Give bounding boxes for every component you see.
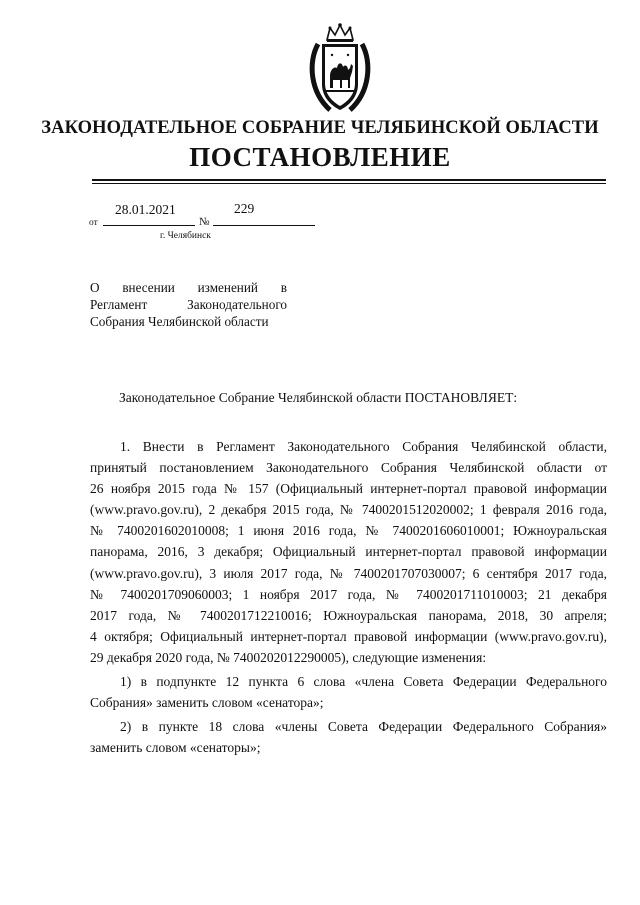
text-line: № 7400201709060003; 1 ноября 2017 года, № 7400201711010003; 21 декабря	[90, 586, 607, 602]
date-prefix-label: от	[89, 218, 98, 228]
number-prefix-label: №	[199, 216, 210, 228]
document-number: 229	[234, 201, 255, 216]
date-underline	[103, 225, 195, 226]
text-line: 1. Внести в Регламент Законодательного Собрания Челябинской области,	[120, 439, 607, 454]
text-line: Собрания» заменить словом «сенатора»;	[90, 695, 324, 711]
text-line: заменить словом «сенаторы»;	[90, 740, 261, 756]
text-line: 2) в пункте 18 слова «члены Совета Федерации Федерального Собрания»	[120, 719, 607, 735]
header-divider-thin	[92, 183, 606, 184]
subitem-1	[90, 671, 607, 713]
text-line: (www.pravo.gov.ru), 2 декабря 2015 года, № 7400201512020002; 1 февраля 2016 года,	[90, 502, 607, 518]
text-line: 2017 года, № 7400201712210016; Южноуральская панорама, 2018, 30 апреля;	[90, 607, 607, 623]
header-divider-thick	[92, 179, 606, 181]
text-line: принятый постановлением Законодательного Собрания Челябинской области от	[90, 460, 607, 476]
document-date: 28.01.2021	[115, 202, 176, 217]
document-body	[90, 436, 607, 758]
coat-of-arms-icon	[300, 22, 380, 122]
text-line: панорама, 2016, 3 декабря; Официальный интернет-портал правовой информации	[90, 544, 607, 560]
text-line: № 7400201602010008; 1 июня 2016 года, № 7400201606010001; Южноуральская	[90, 523, 607, 539]
text-line: 4 октября; Официальный интернет-портал правовой информации (www.pravo.gov.ru),	[90, 628, 607, 644]
document-type-title: ПОСТАНОВЛЕНИЕ	[189, 142, 451, 172]
text-line: (www.pravo.gov.ru), 3 июля 2017 года, № 7400201707030007; 6 сентября 2017 года,	[90, 565, 607, 581]
subject-line: Собрания Челябинской области	[90, 314, 269, 329]
subject-line: О внесении изменений в	[90, 280, 287, 295]
organization-name: ЗАКОНОДАТЕЛЬНОЕ СОБРАНИЕ ЧЕЛЯБИНСКОЙ ОБЛАСТИ	[41, 118, 599, 138]
subitem-2	[90, 716, 607, 758]
city-label: г. Челябинск	[160, 231, 211, 241]
document-subject	[90, 279, 287, 330]
subject-line: Регламент Законодательного	[90, 297, 287, 312]
preamble: Законодательное Собрание Челябинской области ПОСТАНОВЛЯЕТ:	[119, 390, 518, 405]
number-underline	[213, 225, 315, 226]
text-line: 29 декабря 2020 года, № 7400202012290005), следующие изменения:	[90, 649, 487, 665]
paragraph-1	[90, 436, 607, 668]
text-line: 26 ноября 2015 года № 157 (Официальный интернет-портал правовой информации	[90, 481, 607, 497]
text-line: 1) в подпункте 12 пункта 6 слова «члена Совета Федерации Федерального	[120, 674, 607, 690]
